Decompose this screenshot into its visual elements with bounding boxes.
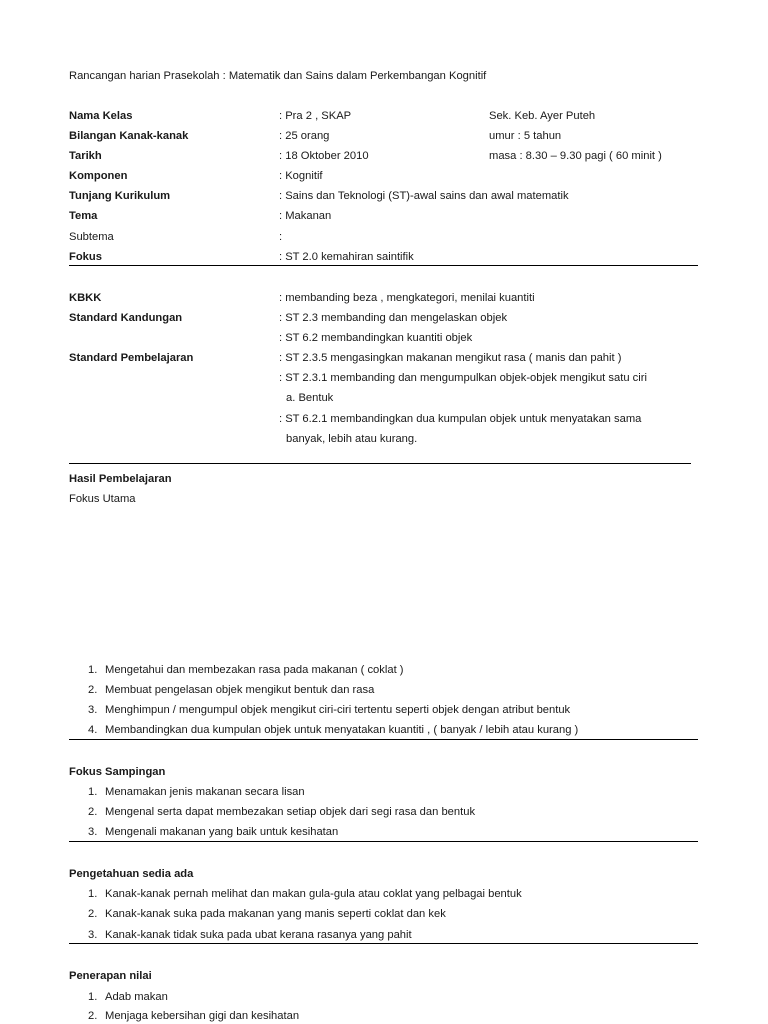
standard-pembelajaran-line: : ST 6.2.1 membandingkan dua kumpulan objek untuk menyatakan sama (279, 413, 642, 425)
subheading-fokus-utama: Fokus Utama (69, 493, 136, 505)
list-item: Membuat pengelasan objek mengikut bentuk dan rasa (105, 684, 375, 696)
label-komponen: Komponen (69, 170, 128, 182)
divider (69, 943, 698, 944)
list-item: Membandingkan dua kumpulan objek untuk menyatakan kuantiti , ( banyak / lebih atau kurang ) (105, 724, 579, 736)
standard-pembelajaran-line: : ST 2.3.1 membanding dan mengumpulkan objek-objek mengikut satu ciri (279, 372, 647, 384)
heading-penerapan-nilai: Penerapan nilai (69, 970, 152, 982)
list-item: Mengenali makanan yang baik untuk kesihatan (105, 826, 339, 838)
value-subtema: : (279, 231, 283, 243)
value-komponen: : Kognitif (279, 170, 323, 182)
list-number: 3. (88, 929, 98, 941)
label-standard-kandungan: Standard Kandungan (69, 312, 183, 324)
list-number: 3. (88, 826, 98, 838)
divider (69, 463, 691, 464)
divider (69, 841, 698, 842)
standard-pembelajaran-line: a. Bentuk (286, 392, 334, 404)
list-number: 2. (88, 908, 98, 920)
heading-hasil-pembelajaran: Hasil Pembelajaran (69, 473, 172, 485)
value-bilangan: : 25 orang (279, 130, 330, 142)
list-item: Menghimpun / mengumpul objek mengikut ciri-ciri tertentu seperti objek dengan atribut bentuk (105, 704, 571, 716)
list-item: Kanak-kanak suka pada makanan yang manis seperti coklat dan kek (105, 908, 446, 920)
list-item: Mengenal serta dapat membezakan setiap objek dari segi rasa dan bentuk (105, 806, 476, 818)
label-standard-pembelajaran: Standard Pembelajaran (69, 352, 194, 364)
value-umur: umur : 5 tahun (489, 130, 562, 142)
list-number: 2. (88, 1010, 98, 1022)
standard-kandungan-line: : ST 2.3 membanding dan mengelaskan objek (279, 312, 508, 324)
list-item: Menamakan jenis makanan secara lisan (105, 786, 305, 798)
value-masa: masa : 8.30 – 9.30 pagi ( 60 minit ) (489, 150, 662, 162)
standard-pembelajaran-line: banyak, lebih atau kurang. (286, 433, 418, 445)
label-tunjang: Tunjang Kurikulum (69, 190, 171, 202)
list-item: Kanak-kanak tidak suka pada ubat kerana rasanya yang pahit (105, 929, 412, 941)
divider (69, 265, 698, 266)
heading-pengetahuan: Pengetahuan sedia ada (69, 868, 194, 880)
value-kbkk: : membanding beza , mengkategori, menilai kuantiti (279, 292, 535, 304)
standard-pembelajaran-line: : ST 2.3.5 mengasingkan makanan mengikut rasa ( manis dan pahit ) (279, 352, 622, 364)
document-title: Rancangan harian Prasekolah : Matematik dan Sains dalam Perkembangan Kognitif (69, 70, 487, 82)
value-sekolah: Sek. Keb. Ayer Puteh (489, 110, 596, 122)
list-number: 1. (88, 888, 98, 900)
value-tunjang: : Sains dan Teknologi (ST)-awal sains dan awal matematik (279, 190, 569, 202)
label-tarikh: Tarikh (69, 150, 102, 162)
list-number: 2. (88, 684, 98, 696)
list-item: Menjaga kebersihan gigi dan kesihatan (105, 1010, 300, 1022)
value-tarikh: : 18 Oktober 2010 (279, 150, 369, 162)
label-kbkk: KBKK (69, 292, 102, 304)
heading-fokus-sampingan: Fokus Sampingan (69, 766, 166, 778)
list-number: 2. (88, 806, 98, 818)
divider (69, 739, 698, 740)
value-nama-kelas: : Pra 2 , SKAP (279, 110, 352, 122)
label-tema: Tema (69, 210, 98, 222)
label-fokus: Fokus (69, 251, 102, 263)
value-tema: : Makanan (279, 210, 332, 222)
list-number: 1. (88, 664, 98, 676)
list-item: Adab makan (105, 991, 168, 1003)
value-fokus: : ST 2.0 kemahiran saintifik (279, 251, 414, 263)
list-item: Kanak-kanak pernah melihat dan makan gula-gula atau coklat yang pelbagai bentuk (105, 888, 522, 900)
label-subtema: Subtema (69, 231, 114, 243)
list-number: 1. (88, 786, 98, 798)
label-nama-kelas: Nama Kelas (69, 110, 133, 122)
list-item: Mengetahui dan membezakan rasa pada makanan ( coklat ) (105, 664, 404, 676)
list-number: 4. (88, 724, 98, 736)
label-bilangan: Bilangan Kanak-kanak (69, 130, 189, 142)
list-number: 1. (88, 991, 98, 1003)
standard-kandungan-line: : ST 6.2 membandingkan kuantiti objek (279, 332, 473, 344)
list-number: 3. (88, 704, 98, 716)
